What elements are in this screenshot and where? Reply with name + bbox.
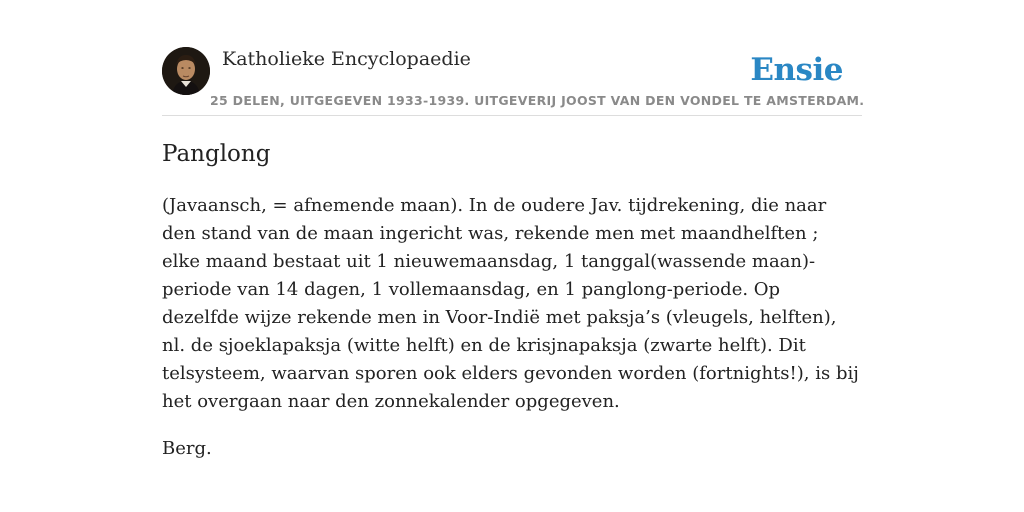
site-header	[162, 44, 865, 116]
author-signature: Berg.	[162, 438, 212, 459]
portrait-avatar-icon[interactable]	[162, 47, 210, 95]
article-title: Panglong	[162, 141, 271, 167]
publication-subtitle: 25 DELEN, UITGEGEVEN 1933-1939. UITGEVERIJ JOOST VAN DEN VONDEL TE AMSTERDAM.	[210, 93, 865, 108]
publication-title[interactable]: Katholieke Encyclopaedie	[222, 48, 471, 70]
ensie-logo-link[interactable]: Ensie	[750, 52, 843, 88]
portrait-icon	[162, 47, 210, 95]
article-body: (Javaansch, = afnemende maan). In de oudere Jav. tijdrekening, die naar den stand van de maan ingericht was, rekende men met maandhelften ; elke maand bestaat uit 1 nieuwemaansdag, 1 tanggal(wassende maan)-periode van 14 dagen, 1 vollemaansdag, en 1 panglong-periode. Op dezelfde wijze rekende men in Voor-Indië met paksja’s (vleugels, helften), nl. de sjoeklapaksja (witte helft) en de krisjnapaksja (zwarte helft). Dit telsysteem, waarvan sporen ook elders gevonden worden (fortnights!), is bij het overgaan naar den zonnekalender opgegeven.	[162, 195, 859, 412]
